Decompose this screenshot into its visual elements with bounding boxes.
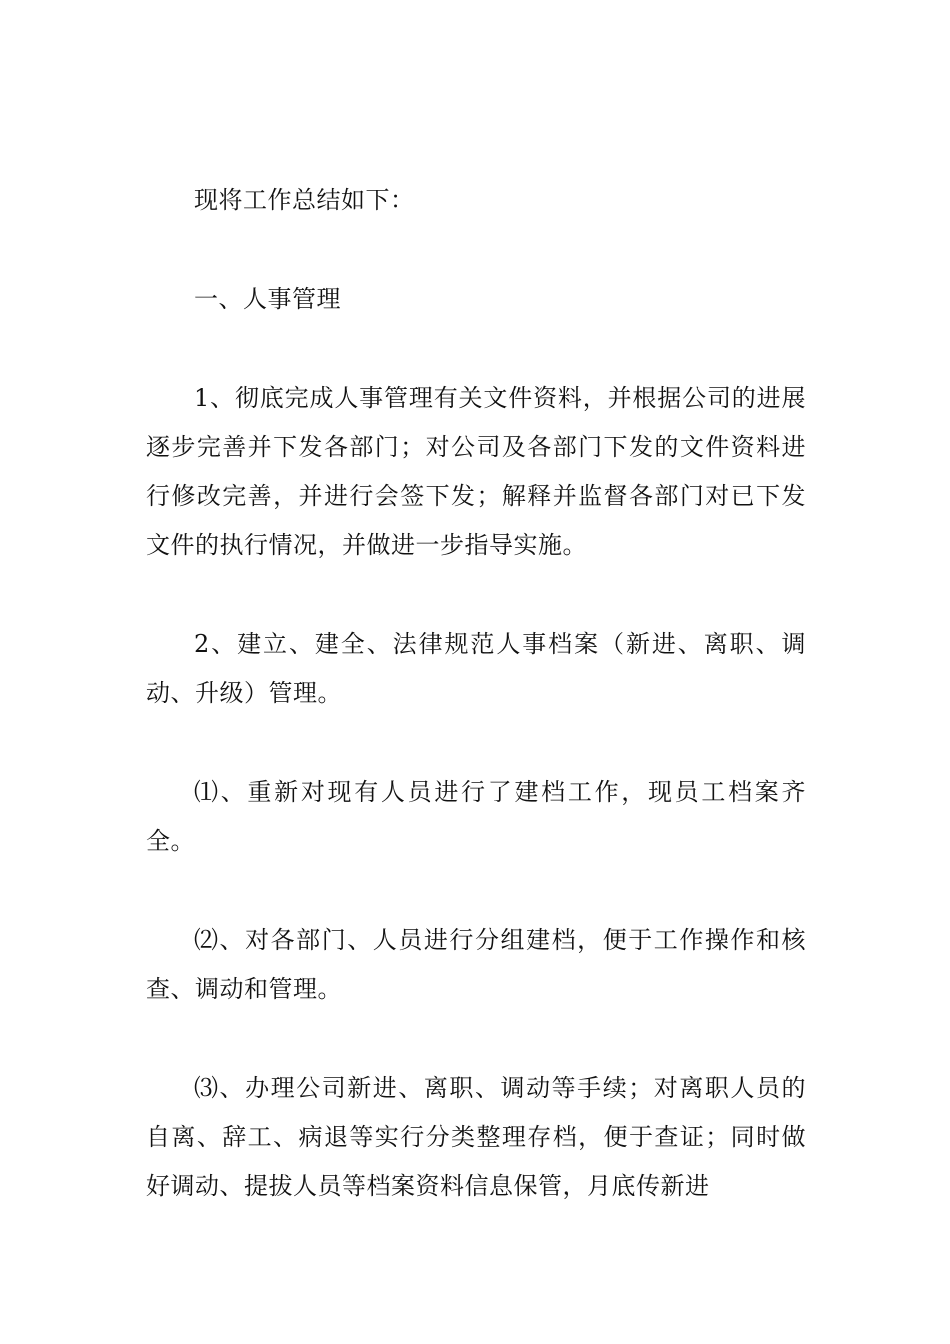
paragraph-subitem-2: ⑵、对各部门、人员进行分组建档，便于工作操作和核查、调动和管理。 — [146, 926, 806, 1003]
paragraph-item-1: 1、彻底完成人事管理有关文件资料，并根据公司的进展逐步完善并下发各部门；对公司及各部门下发的文件资料进行修改完善，并进行会签下发；解释并监督各部门对已下发文件的执行情况，并做进一步指导实施。 — [146, 384, 806, 559]
paragraph-item-2: 2、建立、建全、法律规范人事档案（新进、离职、调动、升级）管理。 — [146, 630, 806, 707]
intro-paragraph: 现将工作总结如下： — [194, 186, 415, 214]
document-body — [146, 176, 806, 1261]
section-heading-personnel: 一、人事管理 — [194, 285, 341, 313]
paragraph-subitem-1: ⑴、重新对现有人员进行了建档工作，现员工档案齐全。 — [146, 778, 806, 855]
paragraph-subitem-3: ⑶、办理公司新进、离职、调动等手续；对离职人员的自离、辞工、病退等实行分类整理存档，便于查证；同时做好调动、提拔人员等档案资料信息保管，月底传新进 — [146, 1074, 806, 1200]
